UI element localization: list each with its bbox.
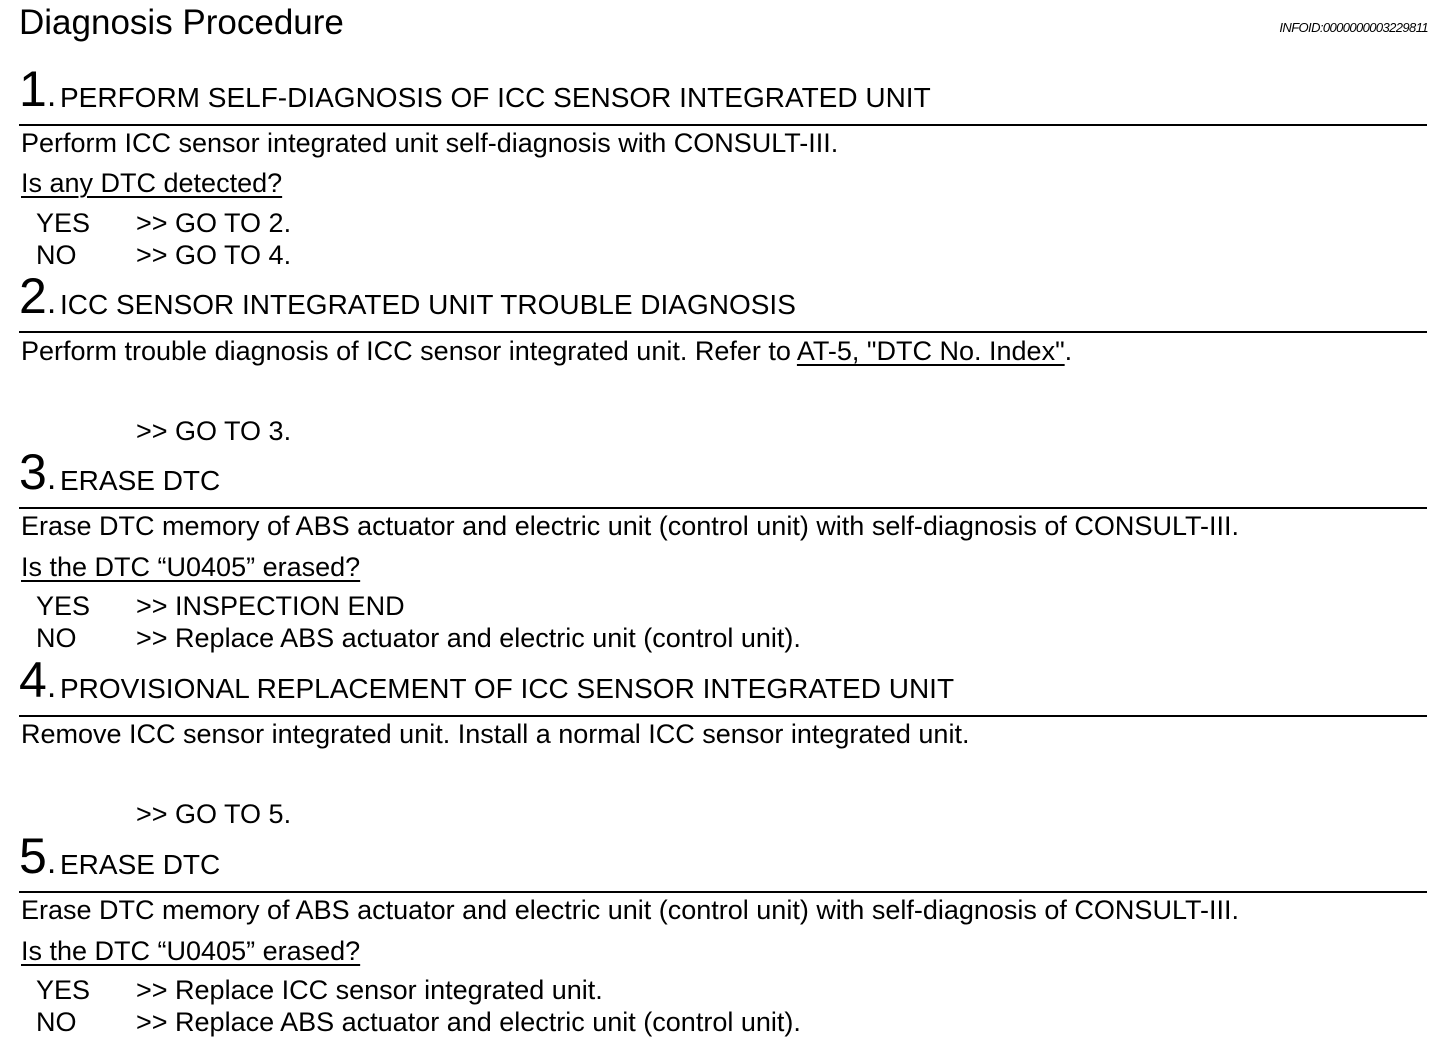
step-3-answer-no-text: >> Replace ABS actuator and electric unit (control unit).	[136, 623, 801, 653]
step-2-title: ICC SENSOR INTEGRATED UNIT TROUBLE DIAGNOSIS	[60, 289, 796, 320]
step-1-answer-no-label: NO	[36, 240, 77, 270]
step-5-answer-yes-text: >> Replace ICC sensor integrated unit.	[136, 975, 603, 1005]
step-5-title: ERASE DTC	[60, 849, 221, 880]
step-3-question: Is the DTC “U0405” erased?	[21, 552, 361, 582]
step-3-answer-no-label: NO	[36, 623, 77, 653]
step-3-instruction: Erase DTC memory of ABS actuator and electric unit (control unit) with self-diagnosis of CONSULT-III.	[21, 511, 1239, 541]
step-4-header	[19, 651, 1427, 717]
step-3-answer-yes-text: >> INSPECTION END	[136, 591, 405, 621]
step-3-title: ERASE DTC	[60, 465, 221, 496]
step-5-header	[19, 827, 1427, 893]
page-title: Diagnosis Procedure	[19, 3, 344, 42]
info-id: INFOID:0000000003229811	[1279, 20, 1428, 35]
step-1-answer-yes-label: YES	[36, 208, 91, 238]
step-5-answer-no-text: >> Replace ABS actuator and electric unit (control unit).	[136, 1007, 801, 1037]
dtc-index-link[interactable]: AT-5, "DTC No. Index"	[796, 336, 1065, 366]
step-1-instruction: Perform ICC sensor integrated unit self-diagnosis with CONSULT-III.	[21, 128, 839, 158]
step-3-number: 3.	[19, 444, 57, 500]
step-5-number: 5.	[19, 828, 57, 884]
step-4-instruction: Remove ICC sensor integrated unit. Install a normal ICC sensor integrated unit.	[21, 719, 970, 749]
step-3-header	[19, 443, 1427, 509]
step-1-question: Is any DTC detected?	[21, 168, 283, 198]
step-1-answer-no-text: >> GO TO 4.	[136, 240, 292, 270]
step-2-number: 2.	[19, 268, 57, 324]
step-2-instruction: Perform trouble diagnosis of ICC sensor integrated unit. Refer to AT-5, "DTC No. Index".	[21, 336, 1073, 366]
step-4-number: 4.	[19, 652, 57, 708]
step-5-answer-yes-label: YES	[36, 975, 91, 1005]
step-2-header	[19, 267, 1427, 333]
step-1-number: 1.	[19, 61, 57, 117]
step-5-instruction: Erase DTC memory of ABS actuator and electric unit (control unit) with self-diagnosis of CONSULT-III.	[21, 895, 1239, 925]
step-1-answer-yes-text: >> GO TO 2.	[136, 208, 292, 238]
step-4-next: >> GO TO 5.	[136, 799, 292, 829]
step-5-question: Is the DTC “U0405” erased?	[21, 936, 361, 966]
step-3-answer-yes-label: YES	[36, 591, 91, 621]
step-4-title: PROVISIONAL REPLACEMENT OF ICC SENSOR INTEGRATED UNIT	[60, 673, 955, 704]
step-2-next: >> GO TO 3.	[136, 416, 292, 446]
step-1-title: PERFORM SELF-DIAGNOSIS OF ICC SENSOR INTEGRATED UNIT	[60, 82, 931, 113]
step-5-answer-no-label: NO	[36, 1007, 77, 1037]
step-1-header	[19, 60, 1427, 126]
